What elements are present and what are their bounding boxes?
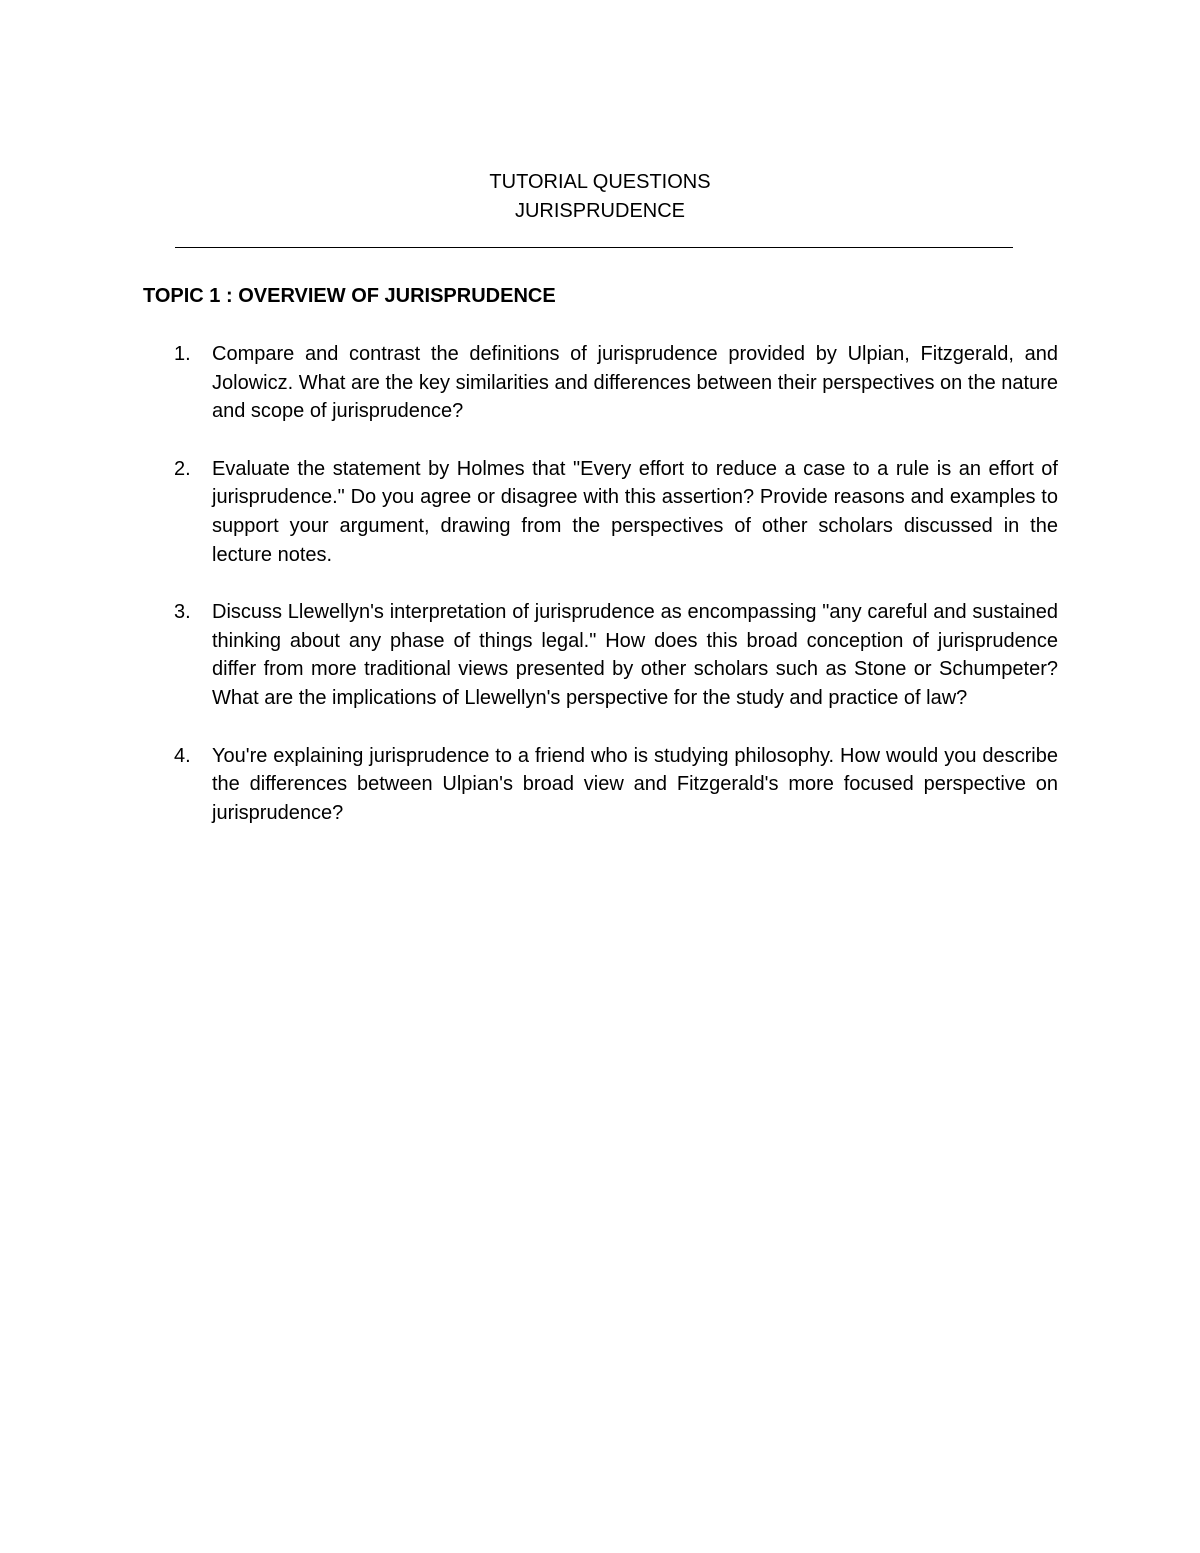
question-item — [0, 455, 1200, 569]
question-item — [0, 598, 1200, 712]
document-header — [0, 168, 1200, 226]
question-text: You're explaining jurisprudence to a friend who is studying philosophy. How would you describe the differences between Ulpian's broad view and Fitzgerald's more focused perspective on jurisprudence? — [212, 744, 1058, 824]
question-number: 4. — [174, 744, 191, 767]
question-number: 1. — [174, 343, 191, 365]
topic-heading: TOPIC 1 : OVERVIEW OF JURISPRUDENCE — [143, 285, 556, 307]
question-number: 3. — [174, 601, 191, 624]
question-number: 2. — [174, 457, 191, 480]
header-subject: JURISPRUDENCE — [514, 200, 686, 222]
question-item — [0, 340, 1200, 426]
question-text: Evaluate the statement by Holmes that "Every effort to reduce a case to a rule is an effort of jurisprudence." Do you agree or disagree with this assertion? Provide reasons and examples to support your argument, drawing from the perspectives of other scholars discussed in the lecture notes. — [212, 457, 1058, 566]
header-divider — [175, 247, 1013, 248]
question-text: Compare and contrast the definitions of jurisprudence provided by Ulpian, Fitzgerald, and Jolowicz. What are the key similarities and differences between their perspectives on the nature and scope of jurisprudence? — [212, 343, 1058, 423]
question-item — [0, 742, 1200, 828]
question-text: Discuss Llewellyn's interpretation of jurisprudence as encompassing "any careful and sustained thinking about any phase of things legal." How does this broad conception of jurisprudence differ from more traditional views presented by other scholars such as Stone or Schumpeter? What are the implications of Llewellyn's perspective for the study and practice of law? — [212, 601, 1058, 709]
question-list — [0, 340, 1200, 856]
header-title: TUTORIAL QUESTIONS — [489, 171, 711, 193]
